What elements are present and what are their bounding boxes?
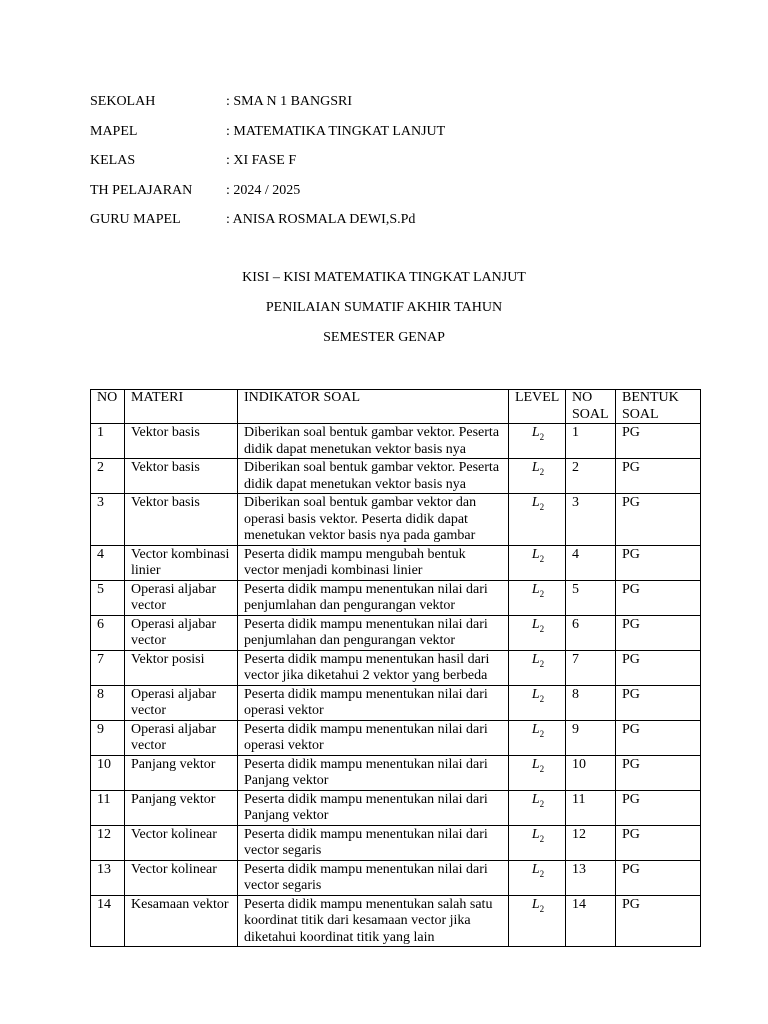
heading-semester: SEMESTER GENAP [323,330,445,345]
cell-no-soal: 7 [566,650,616,685]
cell-bentuk-soal: PG [616,790,701,825]
cell-no-soal: 14 [566,895,616,947]
cell-bentuk-soal: PG [616,615,701,650]
header-indikator: INDIKATOR SOAL [238,390,509,424]
cell-indikator: Peserta didik mampu mengubah bentuk vector menjadi kombinasi linier [238,545,509,580]
cell-bentuk-soal: PG [616,459,701,494]
level-letter: L [531,425,540,440]
info-row-mapel [90,122,445,152]
level-letter: L [531,791,540,807]
info-value: : MATEMATIKA TINGKAT LANJUT [226,123,446,139]
table-row [91,790,701,825]
info-value: : 2024 / 2025 [226,182,301,198]
info-label: KELAS [90,153,136,168]
cell-no: 1 [91,424,125,459]
cell-indikator: Peserta didik mampu menentukan nilai dari vector segaris [238,825,509,860]
cell-indikator: Peserta didik mampu menentukan nilai dari Panjang vektor [238,790,509,825]
kisi-kisi-table [90,389,701,947]
table-row [91,545,701,580]
cell-indikator: Peserta didik mampu menentukan nilai dari vector segaris [238,860,509,895]
cell-level [509,494,566,546]
cell-level [509,685,566,720]
table-row [91,650,701,685]
cell-no: 2 [91,459,125,494]
table-header-row [91,390,701,424]
table-row [91,615,701,650]
cell-no: 6 [91,615,125,650]
info-label: GURU MAPEL [90,212,181,227]
cell-bentuk-soal: PG [616,424,701,459]
cell-level [509,790,566,825]
cell-indikator: Diberikan soal bentuk gambar vektor dan operasi basis vektor. Peserta didik dapat menetukan vektor basis nya pada gambar [238,494,509,546]
info-row-kelas [90,151,445,181]
cell-bentuk-soal: PG [616,650,701,685]
cell-level [509,459,566,494]
cell-materi: Operasi aljabar vector [125,580,238,615]
cell-no: 9 [91,720,125,755]
cell-no-soal: 2 [566,459,616,494]
cell-bentuk-soal: PG [616,720,701,755]
cell-bentuk-soal: PG [616,895,701,947]
level-letter: L [531,861,540,877]
cell-indikator: Peserta didik mampu menentukan hasil dari vector jika diketahui 2 vektor yang berbeda [238,650,509,685]
cell-level [509,755,566,790]
level-letter: L [531,495,540,510]
cell-no: 8 [91,685,125,720]
info-value: : ANISA ROSMALA DEWI,S.Pd [226,212,416,227]
cell-level [509,860,566,895]
cell-bentuk-soal: PG [616,580,701,615]
cell-bentuk-soal: PG [616,860,701,895]
level-subscript: 2 [539,798,545,809]
table-row [91,825,701,860]
cell-indikator: Peserta didik mampu menentukan salah satu koordinat titik dari kesamaan vector jika diketahui koordinat titik yang lain [238,895,509,947]
level-letter: L [531,651,540,667]
level-letter: L [531,616,540,632]
cell-indikator: Peserta didik mampu menentukan nilai dari operasi vektor [238,685,509,720]
table-body [91,424,701,947]
info-value: : SMA N 1 BANGSRI [226,94,353,109]
cell-no: 11 [91,790,125,825]
cell-materi: Vector kombinasi linier [125,545,238,580]
table-row [91,580,701,615]
info-label: TH PELAJARAN [90,182,193,198]
cell-bentuk-soal: PG [616,755,701,790]
cell-no-soal: 8 [566,685,616,720]
level-subscript: 2 [539,588,545,599]
info-label: SEKOLAH [90,94,156,109]
cell-no-soal: 10 [566,755,616,790]
cell-materi: Vector kolinear [125,825,238,860]
info-row-guru-mapel [90,210,445,240]
table-row [91,459,701,494]
cell-bentuk-soal: PG [616,494,701,546]
level-subscript: 2 [539,658,545,669]
cell-level [509,580,566,615]
cell-no: 14 [91,895,125,947]
cell-no-soal: 6 [566,615,616,650]
table-row [91,494,701,546]
cell-no-soal: 9 [566,720,616,755]
level-letter: L [531,896,540,912]
cell-no-soal: 3 [566,494,616,546]
level-letter: L [531,721,540,737]
cell-no: 13 [91,860,125,895]
cell-indikator: Peserta didik mampu menentukan nilai dari penjumlahan dan pengurangan vektor [238,580,509,615]
cell-level [509,720,566,755]
table-row [91,424,701,459]
header-level: LEVEL [509,390,566,424]
cell-indikator: Peserta didik mampu menentukan nilai dari operasi vektor [238,720,509,755]
cell-no: 4 [91,545,125,580]
cell-materi: Vektor basis [125,424,238,459]
level-subscript: 2 [539,623,545,634]
document-info [90,92,445,240]
heading-title: KISI – KISI MATEMATIKA TINGKAT LANJUT [242,270,526,285]
level-subscript: 2 [539,501,545,512]
table-row [91,685,701,720]
cell-level [509,650,566,685]
header-no-soal: NO SOAL [566,390,616,424]
header-bentuk-soal: BENTUK SOAL [616,390,701,424]
cell-level [509,424,566,459]
cell-materi: Panjang vektor [125,790,238,825]
level-letter: L [531,581,540,597]
cell-bentuk-soal: PG [616,545,701,580]
level-letter: L [531,826,540,842]
level-letter: L [531,686,540,702]
cell-no: 3 [91,494,125,546]
info-value: : XI FASE F [226,153,297,168]
cell-no-soal: 5 [566,580,616,615]
level-subscript: 2 [539,728,545,739]
cell-no: 12 [91,825,125,860]
table-row [91,860,701,895]
level-subscript: 2 [539,466,545,477]
cell-no-soal: 13 [566,860,616,895]
level-subscript: 2 [539,763,545,774]
cell-level [509,615,566,650]
table-row [91,755,701,790]
heading-subtitle: PENILAIAN SUMATIF AKHIR TAHUN [265,300,503,315]
level-subscript: 2 [539,431,545,442]
info-label: MAPEL [90,123,138,139]
level-subscript: 2 [539,553,545,564]
level-subscript: 2 [539,693,545,704]
table-row [91,895,701,947]
level-subscript: 2 [539,868,545,879]
level-letter: L [531,756,540,772]
info-row-sekolah [90,92,445,122]
level-subscript: 2 [539,833,545,844]
cell-materi: Vektor posisi [125,650,238,685]
cell-level [509,825,566,860]
cell-indikator: Peserta didik mampu menentukan nilai dari Panjang vektor [238,755,509,790]
cell-materi: Operasi aljabar vector [125,615,238,650]
cell-no-soal: 1 [566,424,616,459]
cell-materi: Operasi aljabar vector [125,720,238,755]
cell-no: 5 [91,580,125,615]
header-no: NO [91,390,125,424]
cell-level [509,545,566,580]
cell-materi: Panjang vektor [125,755,238,790]
level-letter: L [531,460,540,475]
cell-bentuk-soal: PG [616,685,701,720]
table-row [91,720,701,755]
header-materi: MATERI [125,390,238,424]
cell-level [509,895,566,947]
level-letter: L [531,546,540,562]
cell-materi: Vector kolinear [125,860,238,895]
cell-no: 10 [91,755,125,790]
cell-no: 7 [91,650,125,685]
cell-indikator: Diberikan soal bentuk gambar vektor. Peserta didik dapat menetukan vektor basis nya [238,459,509,494]
cell-bentuk-soal: PG [616,825,701,860]
cell-no-soal: 11 [566,790,616,825]
cell-materi: Vektor basis [125,494,238,546]
cell-materi: Operasi aljabar vector [125,685,238,720]
cell-no-soal: 12 [566,825,616,860]
info-row-th-pelajaran [90,181,445,211]
cell-no-soal: 4 [566,545,616,580]
cell-materi: Vektor basis [125,459,238,494]
level-subscript: 2 [539,903,545,914]
cell-indikator: Diberikan soal bentuk gambar vektor. Peserta didik dapat menetukan vektor basis nya [238,424,509,459]
cell-indikator: Peserta didik mampu menentukan nilai dari penjumlahan dan pengurangan vektor [238,615,509,650]
cell-materi: Kesamaan vektor [125,895,238,947]
